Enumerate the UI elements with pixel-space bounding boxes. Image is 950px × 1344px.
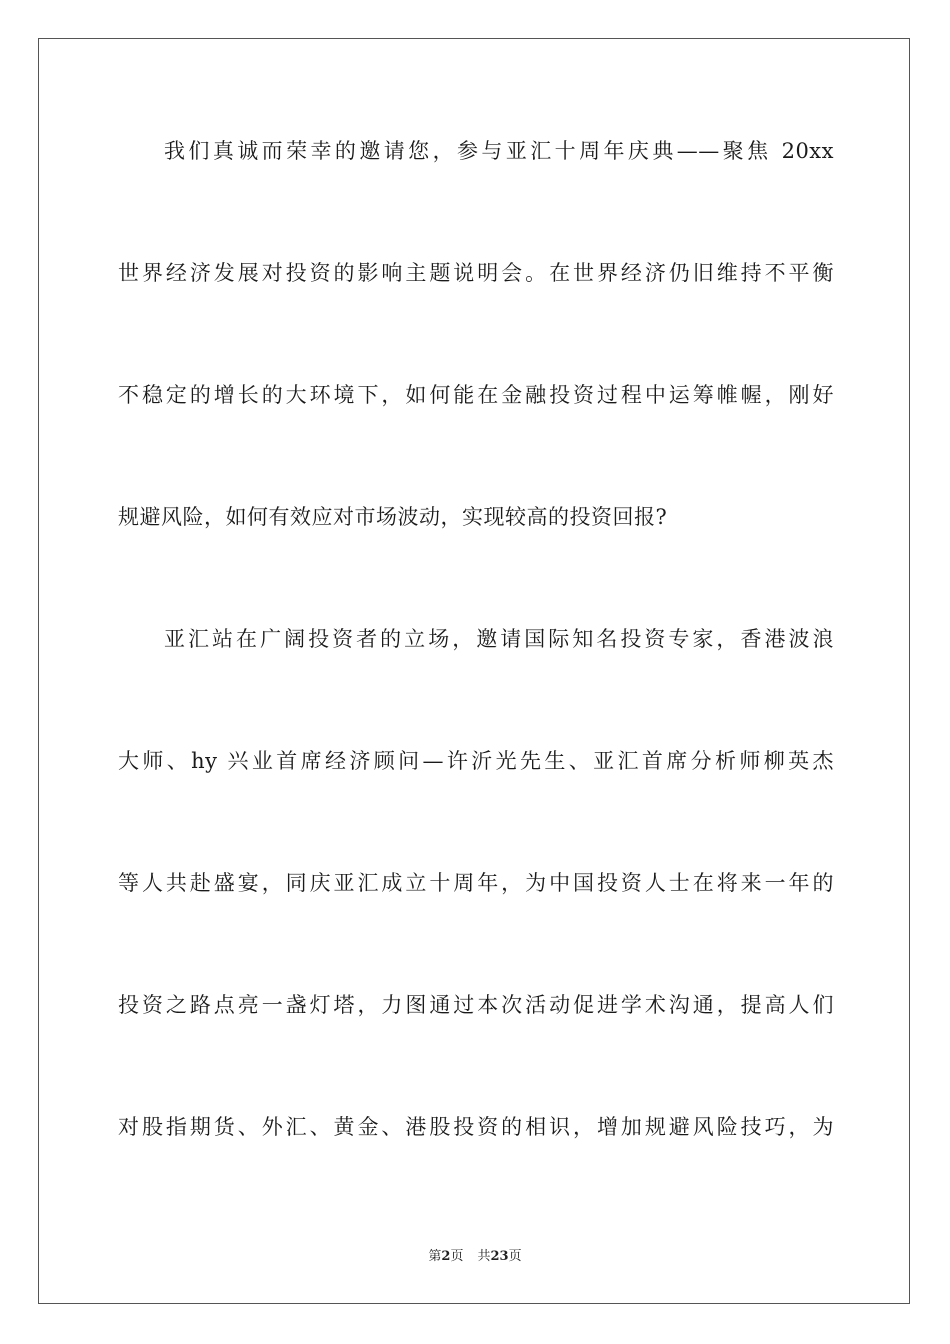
- page-footer: [0, 1245, 950, 1264]
- total-pages: 23: [490, 1249, 509, 1264]
- body-line-9: 对股指期货、外汇、黄金、港股投资的相识，增加规避风险技巧，为: [118, 1115, 834, 1139]
- body-line-2: 世界经济发展对投资的影响主题说明会。在世界经济仍旧维持不平衡: [118, 261, 834, 285]
- body-line-5: 亚汇站在广阔投资者的立场，邀请国际知名投资专家，香港波浪: [164, 627, 834, 651]
- body-line-8: 投资之路点亮一盏灯塔，力图通过本次活动促进学术沟通，提高人们: [118, 993, 834, 1017]
- body-line-3: 不稳定的增长的大环境下，如何能在金融投资过程中运筹帷幄，刚好: [118, 383, 834, 407]
- body-line-7: 等人共赴盛宴，同庆亚汇成立十周年，为中国投资人士在将来一年的: [118, 871, 834, 895]
- page-prefix: 第: [428, 1249, 442, 1264]
- total-suffix: 页: [508, 1249, 522, 1264]
- page-number: 2: [441, 1249, 451, 1264]
- body-line-1: 我们真诚而荣幸的邀请您，参与亚汇十周年庆典——聚焦 20xx: [164, 139, 834, 163]
- body-line-6: 大师、hy 兴业首席经济顾问—许沂光先生、亚汇首席分析师柳英杰: [118, 749, 834, 773]
- body-line-4: 规避风险，如何有效应对市场波动，实现较高的投资回报?: [118, 505, 668, 529]
- page-suffix: 页: [450, 1249, 464, 1264]
- total-prefix: 共: [477, 1249, 491, 1264]
